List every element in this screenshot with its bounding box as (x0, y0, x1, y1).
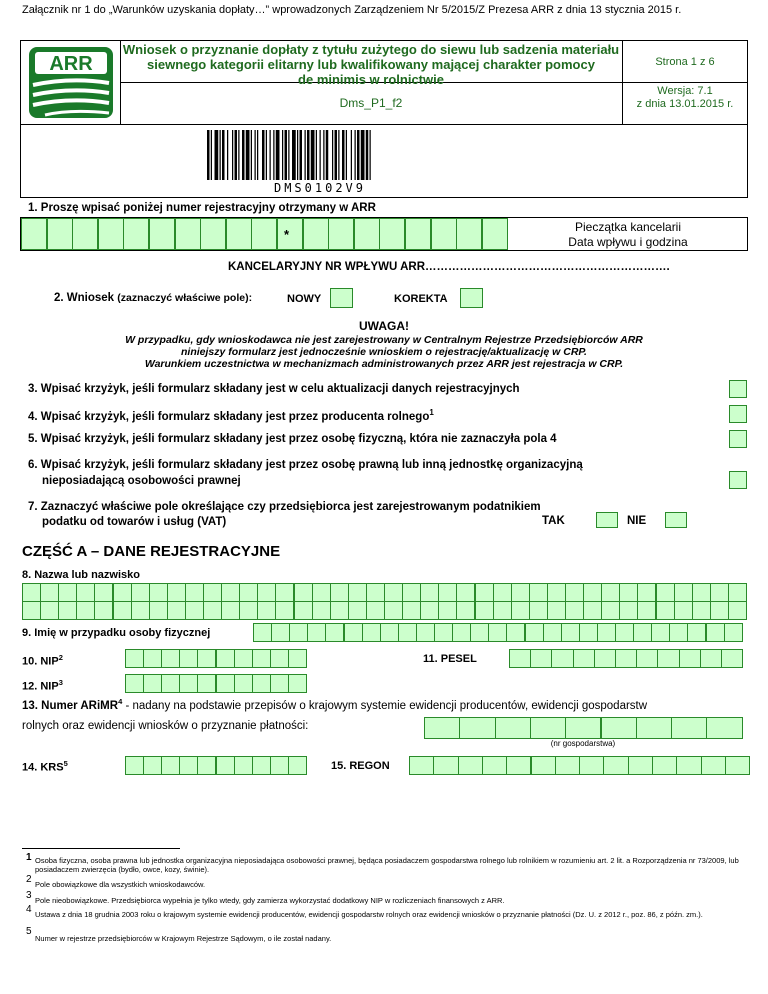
kancelaryjny-label: KANCELARYJNY NR WPŁYWU ARR………………………………………………………. (228, 261, 670, 273)
barcode-bar (238, 130, 239, 180)
doc-code: Dms_P1_f2 (339, 96, 403, 110)
input-cell[interactable] (493, 601, 512, 620)
input-cell[interactable] (601, 583, 620, 602)
input-cell[interactable] (687, 623, 706, 642)
input-cell[interactable] (149, 601, 168, 620)
input-cell[interactable] (470, 623, 489, 642)
page-info: Strona 1 z 6 (655, 56, 715, 68)
input-cell[interactable] (482, 756, 507, 775)
registration-digit-cell[interactable] (303, 218, 329, 250)
uwaga-title: UWAGA! (359, 319, 409, 333)
input-cell[interactable] (409, 756, 434, 775)
input-cell[interactable] (529, 583, 548, 602)
input-cell[interactable] (710, 601, 729, 620)
stamp-area (520, 220, 736, 250)
input-cell[interactable] (555, 756, 580, 775)
barcode-bar (342, 130, 345, 180)
input-cell[interactable] (239, 583, 258, 602)
input-cell[interactable] (167, 601, 186, 620)
version-line-1: Wersja: 7.1 (657, 85, 713, 97)
input-cell[interactable] (288, 649, 307, 668)
input-cell[interactable] (348, 583, 367, 602)
input-cell[interactable] (583, 583, 602, 602)
input-cell[interactable] (203, 583, 222, 602)
registration-digit-cell[interactable] (251, 218, 277, 250)
registration-digit-cell[interactable] (47, 218, 73, 250)
input-cell[interactable] (601, 717, 637, 739)
q11-label: 11. PESEL (423, 653, 477, 665)
input-cell[interactable] (307, 623, 326, 642)
input-cell[interactable] (547, 583, 566, 602)
input-cell[interactable] (275, 601, 294, 620)
input-cell[interactable] (636, 649, 658, 668)
q1-star: * (284, 227, 290, 242)
q3-label: 3. Wpisać krzyżyk, jeśli formularz składany jest w celu aktualizacji danych rejestracyjnych (28, 383, 520, 395)
input-cell[interactable] (628, 756, 653, 775)
input-cell[interactable] (656, 601, 675, 620)
registration-digit-cell[interactable] (431, 218, 457, 250)
form-title (122, 42, 620, 87)
barcode-bar (297, 130, 298, 180)
input-cell[interactable] (221, 583, 240, 602)
input-cell[interactable] (197, 756, 216, 775)
input-cell[interactable] (594, 649, 616, 668)
input-cell[interactable] (131, 583, 150, 602)
barcode-bar (316, 130, 317, 180)
input-cell[interactable] (330, 583, 349, 602)
barcode-bar (332, 130, 333, 180)
input-cell[interactable] (597, 623, 616, 642)
input-cell[interactable] (676, 756, 701, 775)
q13-label: 13. Numer ARiMR$^4$ - nadany na podstawie przepisów o krajowym systemie ewidencji producentów, ewidencji gospodarstw (22, 697, 648, 712)
input-cell[interactable] (565, 717, 601, 739)
barcode-bar (232, 130, 233, 180)
input-cell[interactable] (525, 623, 544, 642)
barcode-bar (273, 130, 274, 180)
barcode-bar (222, 130, 225, 180)
input-cell[interactable] (325, 623, 344, 642)
barcode-bar (262, 130, 265, 180)
input-cell[interactable] (330, 601, 349, 620)
attachment-note: Załącznik nr 1 do „Warunków uzyskania dopłaty…” wprowadzonych Zarządzeniem Nr 5/2015/Z Prezesa ARR z dnia 13 stycznia 2015 r. (22, 4, 682, 16)
input-cell[interactable] (402, 601, 421, 620)
registration-digit-cell[interactable] (149, 218, 175, 250)
input-cell[interactable] (161, 649, 180, 668)
input-cell[interactable] (495, 717, 531, 739)
input-cell[interactable] (506, 623, 525, 642)
input-cell[interactable] (366, 601, 385, 620)
input-cell[interactable] (530, 649, 552, 668)
input-cell[interactable] (185, 601, 204, 620)
input-cell[interactable] (710, 583, 729, 602)
input-cell[interactable] (271, 623, 290, 642)
input-cell[interactable] (674, 583, 693, 602)
footnote-3-number: 3 (26, 890, 32, 901)
registration-digit-cell[interactable] (21, 218, 47, 250)
barcode-bar (276, 130, 280, 180)
input-cell[interactable] (506, 756, 531, 775)
input-cell[interactable] (433, 756, 458, 775)
input-cell[interactable] (438, 601, 457, 620)
input-cell[interactable] (615, 623, 634, 642)
input-cell[interactable] (509, 649, 531, 668)
input-cell[interactable] (420, 583, 439, 602)
footnote-2: Pole obowiązkowe dla wszystkich wnioskodawców. (35, 880, 206, 889)
input-cell[interactable] (651, 623, 670, 642)
footnote-4-number: 4 (26, 904, 32, 915)
input-cell[interactable] (551, 649, 573, 668)
input-cell[interactable] (565, 583, 584, 602)
input-cell[interactable] (458, 756, 483, 775)
registration-digit-cell[interactable] (354, 218, 380, 250)
barcode-bar (282, 130, 283, 180)
input-cell[interactable] (579, 623, 598, 642)
input-cell[interactable] (76, 583, 95, 602)
barcode-bar (338, 130, 339, 180)
barcode-bar (285, 130, 288, 180)
input-cell[interactable] (216, 649, 235, 668)
input-cell[interactable] (289, 623, 308, 642)
barcode-bar (346, 130, 347, 180)
input-cell[interactable] (294, 583, 313, 602)
input-cell[interactable] (547, 601, 566, 620)
q4-checkbox[interactable] (729, 405, 747, 423)
input-cell[interactable] (366, 583, 385, 602)
barcode-bar (251, 130, 252, 180)
input-cell[interactable] (438, 583, 457, 602)
input-cell[interactable] (143, 674, 162, 693)
input-cell[interactable] (603, 756, 628, 775)
version-info (623, 85, 747, 111)
input-cell[interactable] (493, 583, 512, 602)
barcode-bar (355, 130, 356, 180)
input-cell[interactable] (475, 583, 494, 602)
q5-label: 5. Wpisać krzyżyk, jeśli formularz składany jest przez osobę fizyczną, która nie zaznaczyła pola 4 (28, 433, 557, 445)
input-cell[interactable] (58, 583, 77, 602)
q14-label: 14. KRS$^5$ (22, 759, 68, 774)
input-cell[interactable] (179, 756, 198, 775)
q4-label: 4. Wpisać krzyżyk, jeśli formularz składany jest przez producenta rolnego$^1$ (28, 408, 434, 423)
input-cell[interactable] (488, 623, 507, 642)
input-cell[interactable] (700, 649, 722, 668)
input-cell[interactable] (94, 601, 113, 620)
input-cell[interactable] (511, 601, 530, 620)
footnote-2-number: 2 (26, 874, 32, 885)
version-line-2: z dnia 13.01.2015 r. (636, 98, 734, 110)
input-cell[interactable] (252, 674, 271, 693)
registration-digit-cell[interactable] (456, 218, 482, 250)
q7-label: 7. Zaznaczyć właściwe pole określające czy przedsiębiorca jest zarejestrowanym podatnikiem podatku od towarów i usług (VAT) (28, 501, 541, 528)
input-cell[interactable] (221, 601, 240, 620)
q2-label: 2. Wniosek (zaznaczyć właściwe pole): (54, 292, 253, 304)
input-cell[interactable] (434, 623, 453, 642)
section-a-title: CZĘŚĆ A – DANE REJESTRACYJNE (22, 543, 281, 560)
q10-label: 10. NIP$^2$ (22, 653, 63, 668)
q13-line-2: rolnych oraz ewidencji wniosków o przyznanie płatności: (22, 720, 309, 732)
input-cell[interactable] (565, 601, 584, 620)
input-cell[interactable] (76, 601, 95, 620)
q1-label: 1. Proszę wpisać poniżej numer rejestracyjny otrzymany w ARR (28, 202, 376, 214)
barcode-bar (288, 130, 289, 180)
input-cell[interactable] (143, 649, 162, 668)
barcode-bar (320, 130, 321, 180)
barcode-bar (361, 130, 365, 180)
barcode-bar (270, 130, 271, 180)
input-cell[interactable] (636, 717, 672, 739)
barcode-bar (370, 130, 371, 180)
registration-digit-cell[interactable] (98, 218, 124, 250)
q6-checkbox[interactable] (729, 471, 747, 489)
input-cell[interactable] (275, 583, 294, 602)
input-cell[interactable] (420, 601, 439, 620)
registration-digit-cell[interactable] (72, 218, 98, 250)
input-cell[interactable] (692, 583, 711, 602)
uwaga-text (20, 334, 748, 370)
input-cell[interactable] (416, 623, 435, 642)
barcode-bar (246, 130, 250, 180)
nowy-checkbox[interactable] (330, 288, 353, 308)
input-cell[interactable] (179, 674, 198, 693)
barcode-bar (300, 130, 303, 180)
input-cell[interactable] (530, 717, 566, 739)
input-cell[interactable] (398, 623, 417, 642)
input-cell[interactable] (475, 601, 494, 620)
input-cell[interactable] (615, 649, 637, 668)
input-cell[interactable] (601, 601, 620, 620)
uwaga-line-1: W przypadku, gdy wnioskodawca nie jest zarejestrowany w Centralnym Rejestrze Przedsiębiorców ARR (125, 334, 643, 346)
footnote-3: Pole nieobowiązkowe. Przedsiębiorca wypełnia je tylko wtedy, gdy zamierza wykorzystać dodatkowy NIP w rozliczeniach finansowych z ARR. (35, 896, 505, 905)
input-cell[interactable] (511, 583, 530, 602)
input-cell[interactable] (257, 583, 276, 602)
stamp-line-2: Data wpływu i godzina (568, 235, 688, 249)
barcode-bar (311, 130, 315, 180)
input-cell[interactable] (252, 756, 271, 775)
stamp-line-1: Pieczątka kancelarii (574, 220, 682, 234)
input-cell[interactable] (312, 601, 331, 620)
input-cell[interactable] (706, 623, 725, 642)
barcode-bar (357, 130, 360, 180)
footnote-5: Numer w rejestrze przedsiębiorców w Krajowym Rejestrze Sądowym, o ile został nadany. (35, 934, 332, 943)
input-cell[interactable] (724, 623, 743, 642)
input-cell[interactable] (40, 601, 59, 620)
registration-digit-cell[interactable] (328, 218, 354, 250)
vat-tak-label: TAK (542, 515, 565, 527)
input-cell[interactable] (312, 583, 331, 602)
input-cell[interactable] (288, 756, 307, 775)
barcode-bar (242, 130, 245, 180)
input-cell[interactable] (216, 674, 235, 693)
title-line-3: de minimis w rolnictwie (298, 72, 444, 87)
input-cell[interactable] (657, 649, 679, 668)
input-cell[interactable] (270, 649, 289, 668)
input-cell[interactable] (384, 583, 403, 602)
input-cell[interactable] (179, 649, 198, 668)
input-cell[interactable] (619, 583, 638, 602)
barcode-bar (257, 130, 258, 180)
input-cell[interactable] (456, 601, 475, 620)
input-cell[interactable] (725, 756, 750, 775)
input-cell[interactable] (40, 583, 59, 602)
input-cell[interactable] (239, 601, 258, 620)
svg-text:ARR: ARR (49, 53, 93, 75)
input-cell[interactable] (167, 583, 186, 602)
input-cell[interactable] (113, 583, 132, 602)
input-cell[interactable] (424, 717, 460, 739)
q3-checkbox[interactable] (729, 380, 747, 398)
input-cell[interactable] (402, 583, 421, 602)
input-cell[interactable] (637, 583, 656, 602)
barcode-bar (207, 130, 210, 180)
vat-tak-checkbox[interactable] (596, 512, 618, 528)
input-cell[interactable] (125, 649, 144, 668)
input-cell[interactable] (253, 623, 272, 642)
barcode-bar (305, 130, 306, 180)
uwaga-line-3: Warunkiem uczestnictwa w mechanizmach administrowanych przez ARR jest rejestracja w CRP. (144, 358, 624, 370)
input-cell[interactable] (197, 649, 216, 668)
input-cell[interactable] (531, 756, 556, 775)
barcode-bar (266, 130, 267, 180)
input-cell[interactable] (561, 623, 580, 642)
registration-digit-cell[interactable] (482, 218, 508, 250)
barcode-bar (235, 130, 238, 180)
input-cell[interactable] (529, 601, 548, 620)
input-cell[interactable] (384, 601, 403, 620)
arr-logo (25, 43, 117, 122)
input-cell[interactable] (270, 756, 289, 775)
input-cell[interactable] (543, 623, 562, 642)
input-cell[interactable] (669, 623, 688, 642)
input-cell[interactable] (234, 674, 253, 693)
input-cell[interactable] (203, 601, 222, 620)
input-cell[interactable] (161, 674, 180, 693)
registration-digit-cell[interactable] (277, 218, 303, 250)
q13-caption: (nr gospodarstwa) (550, 739, 616, 748)
q9-label: 9. Imię w przypadku osoby fizycznej (22, 627, 211, 639)
korekta-label: KOREKTA (394, 293, 448, 305)
input-cell[interactable] (728, 601, 747, 620)
input-cell[interactable] (721, 649, 743, 668)
input-cell[interactable] (257, 601, 276, 620)
input-cell[interactable] (270, 674, 289, 693)
input-cell[interactable] (234, 756, 253, 775)
input-cell[interactable] (143, 756, 162, 775)
q6-label: 6. Wpisać krzyżyk, jeśli formularz składany jest przez osobę prawną lub inną jednostkę organizacyjną nieposiadającą osobowości prawnej (28, 459, 583, 487)
input-cell[interactable] (288, 674, 307, 693)
input-cell[interactable] (701, 756, 726, 775)
registration-digit-cell[interactable] (123, 218, 149, 250)
registration-digit-cell[interactable] (226, 218, 252, 250)
input-cell[interactable] (579, 756, 604, 775)
input-cell[interactable] (728, 583, 747, 602)
barcode-bar (211, 130, 212, 180)
korekta-checkbox[interactable] (460, 288, 483, 308)
barcode-bar (292, 130, 296, 180)
title-line-2: siewnego kategorii elitarny lub kwalifikowany mającej charakter pomocy (147, 57, 595, 72)
q15-label: 15. REGON (331, 760, 390, 772)
input-cell[interactable] (125, 756, 144, 775)
input-cell[interactable] (294, 601, 313, 620)
q12-label: 12. NIP$^3$ (22, 678, 63, 693)
input-cell[interactable] (348, 601, 367, 620)
input-cell[interactable] (619, 601, 638, 620)
registration-digit-cell[interactable] (200, 218, 226, 250)
input-cell[interactable] (674, 601, 693, 620)
input-cell[interactable] (652, 756, 677, 775)
input-cell[interactable] (452, 623, 471, 642)
input-cell[interactable] (58, 601, 77, 620)
vat-nie-label: NIE (627, 515, 647, 527)
nowy-label: NOWY (287, 293, 322, 305)
input-cell[interactable] (197, 674, 216, 693)
input-cell[interactable] (252, 649, 271, 668)
uwaga-line-2: niniejszy formularz jest jednocześnie wnioskiem o rejestrację/aktualizację w CRP. (181, 346, 587, 358)
input-cell[interactable] (656, 583, 675, 602)
q8-label: 8. Nazwa lub nazwisko (22, 569, 140, 581)
input-cell[interactable] (633, 623, 652, 642)
input-cell[interactable] (22, 601, 41, 620)
barcode-bar (220, 130, 221, 180)
input-cell[interactable] (149, 583, 168, 602)
input-cell[interactable] (22, 583, 41, 602)
barcode (205, 130, 435, 180)
barcode-bar (215, 130, 219, 180)
input-cell[interactable] (380, 623, 399, 642)
barcode-bar (366, 130, 369, 180)
footnote-1-number: 1 (26, 852, 32, 863)
input-cell[interactable] (679, 649, 701, 668)
q5-checkbox[interactable] (729, 430, 747, 448)
footnote-5-number: 5 (26, 926, 32, 937)
input-cell[interactable] (344, 623, 363, 642)
input-cell[interactable] (692, 601, 711, 620)
vat-nie-checkbox[interactable] (665, 512, 687, 528)
registration-digit-cell[interactable] (175, 218, 201, 250)
footnote-4: Ustawa z dnia 18 grudnia 2003 roku o krajowym systemie ewidencji producentów, ewidencji gospodarstw rolnych oraz ewidencji wniosków o przyznanie płatności (Dz. U. z 2012 r., poz. 86, z późn. zm.). (35, 910, 703, 919)
input-cell[interactable] (583, 601, 602, 620)
input-cell[interactable] (216, 756, 235, 775)
barcode-bar (323, 130, 324, 180)
barcode-bar (326, 130, 329, 180)
input-cell[interactable] (456, 583, 475, 602)
barcode-bar (227, 130, 228, 180)
registration-digit-cell[interactable] (379, 218, 405, 250)
input-cell[interactable] (94, 583, 113, 602)
title-line-1: Wniosek o przyznanie dopłaty z tytułu zużytego do siewu lub sadzenia materiału (122, 42, 620, 57)
input-cell[interactable] (671, 717, 707, 739)
input-cell[interactable] (706, 717, 742, 739)
input-cell[interactable] (234, 649, 253, 668)
registration-digit-cell[interactable] (405, 218, 431, 250)
input-cell[interactable] (161, 756, 180, 775)
barcode-bar (351, 130, 352, 180)
barcode-bar (307, 130, 310, 180)
barcode-bar (255, 130, 256, 180)
barcode-text: DMS0102V9 (273, 181, 367, 195)
input-cell[interactable] (125, 674, 144, 693)
input-cell[interactable] (637, 601, 656, 620)
input-cell[interactable] (113, 601, 132, 620)
input-cell[interactable] (459, 717, 495, 739)
input-cell[interactable] (362, 623, 381, 642)
input-cell[interactable] (185, 583, 204, 602)
footnote-1: Osoba fizyczna, osoba prawna lub jednostka organizacyjna nieposiadająca osobowości prawnej, będąca posiadaczem gospodarstwa rolnego lub rolnikiem w rozumieniu art. 2 lit. a Rozporządzenia nr 73/2009, lub posiadaczem zwierzęcia (bydło, owce, kozy, świnie). (35, 856, 739, 874)
input-cell[interactable] (573, 649, 595, 668)
input-cell[interactable] (131, 601, 150, 620)
barcode-bar (335, 130, 338, 180)
